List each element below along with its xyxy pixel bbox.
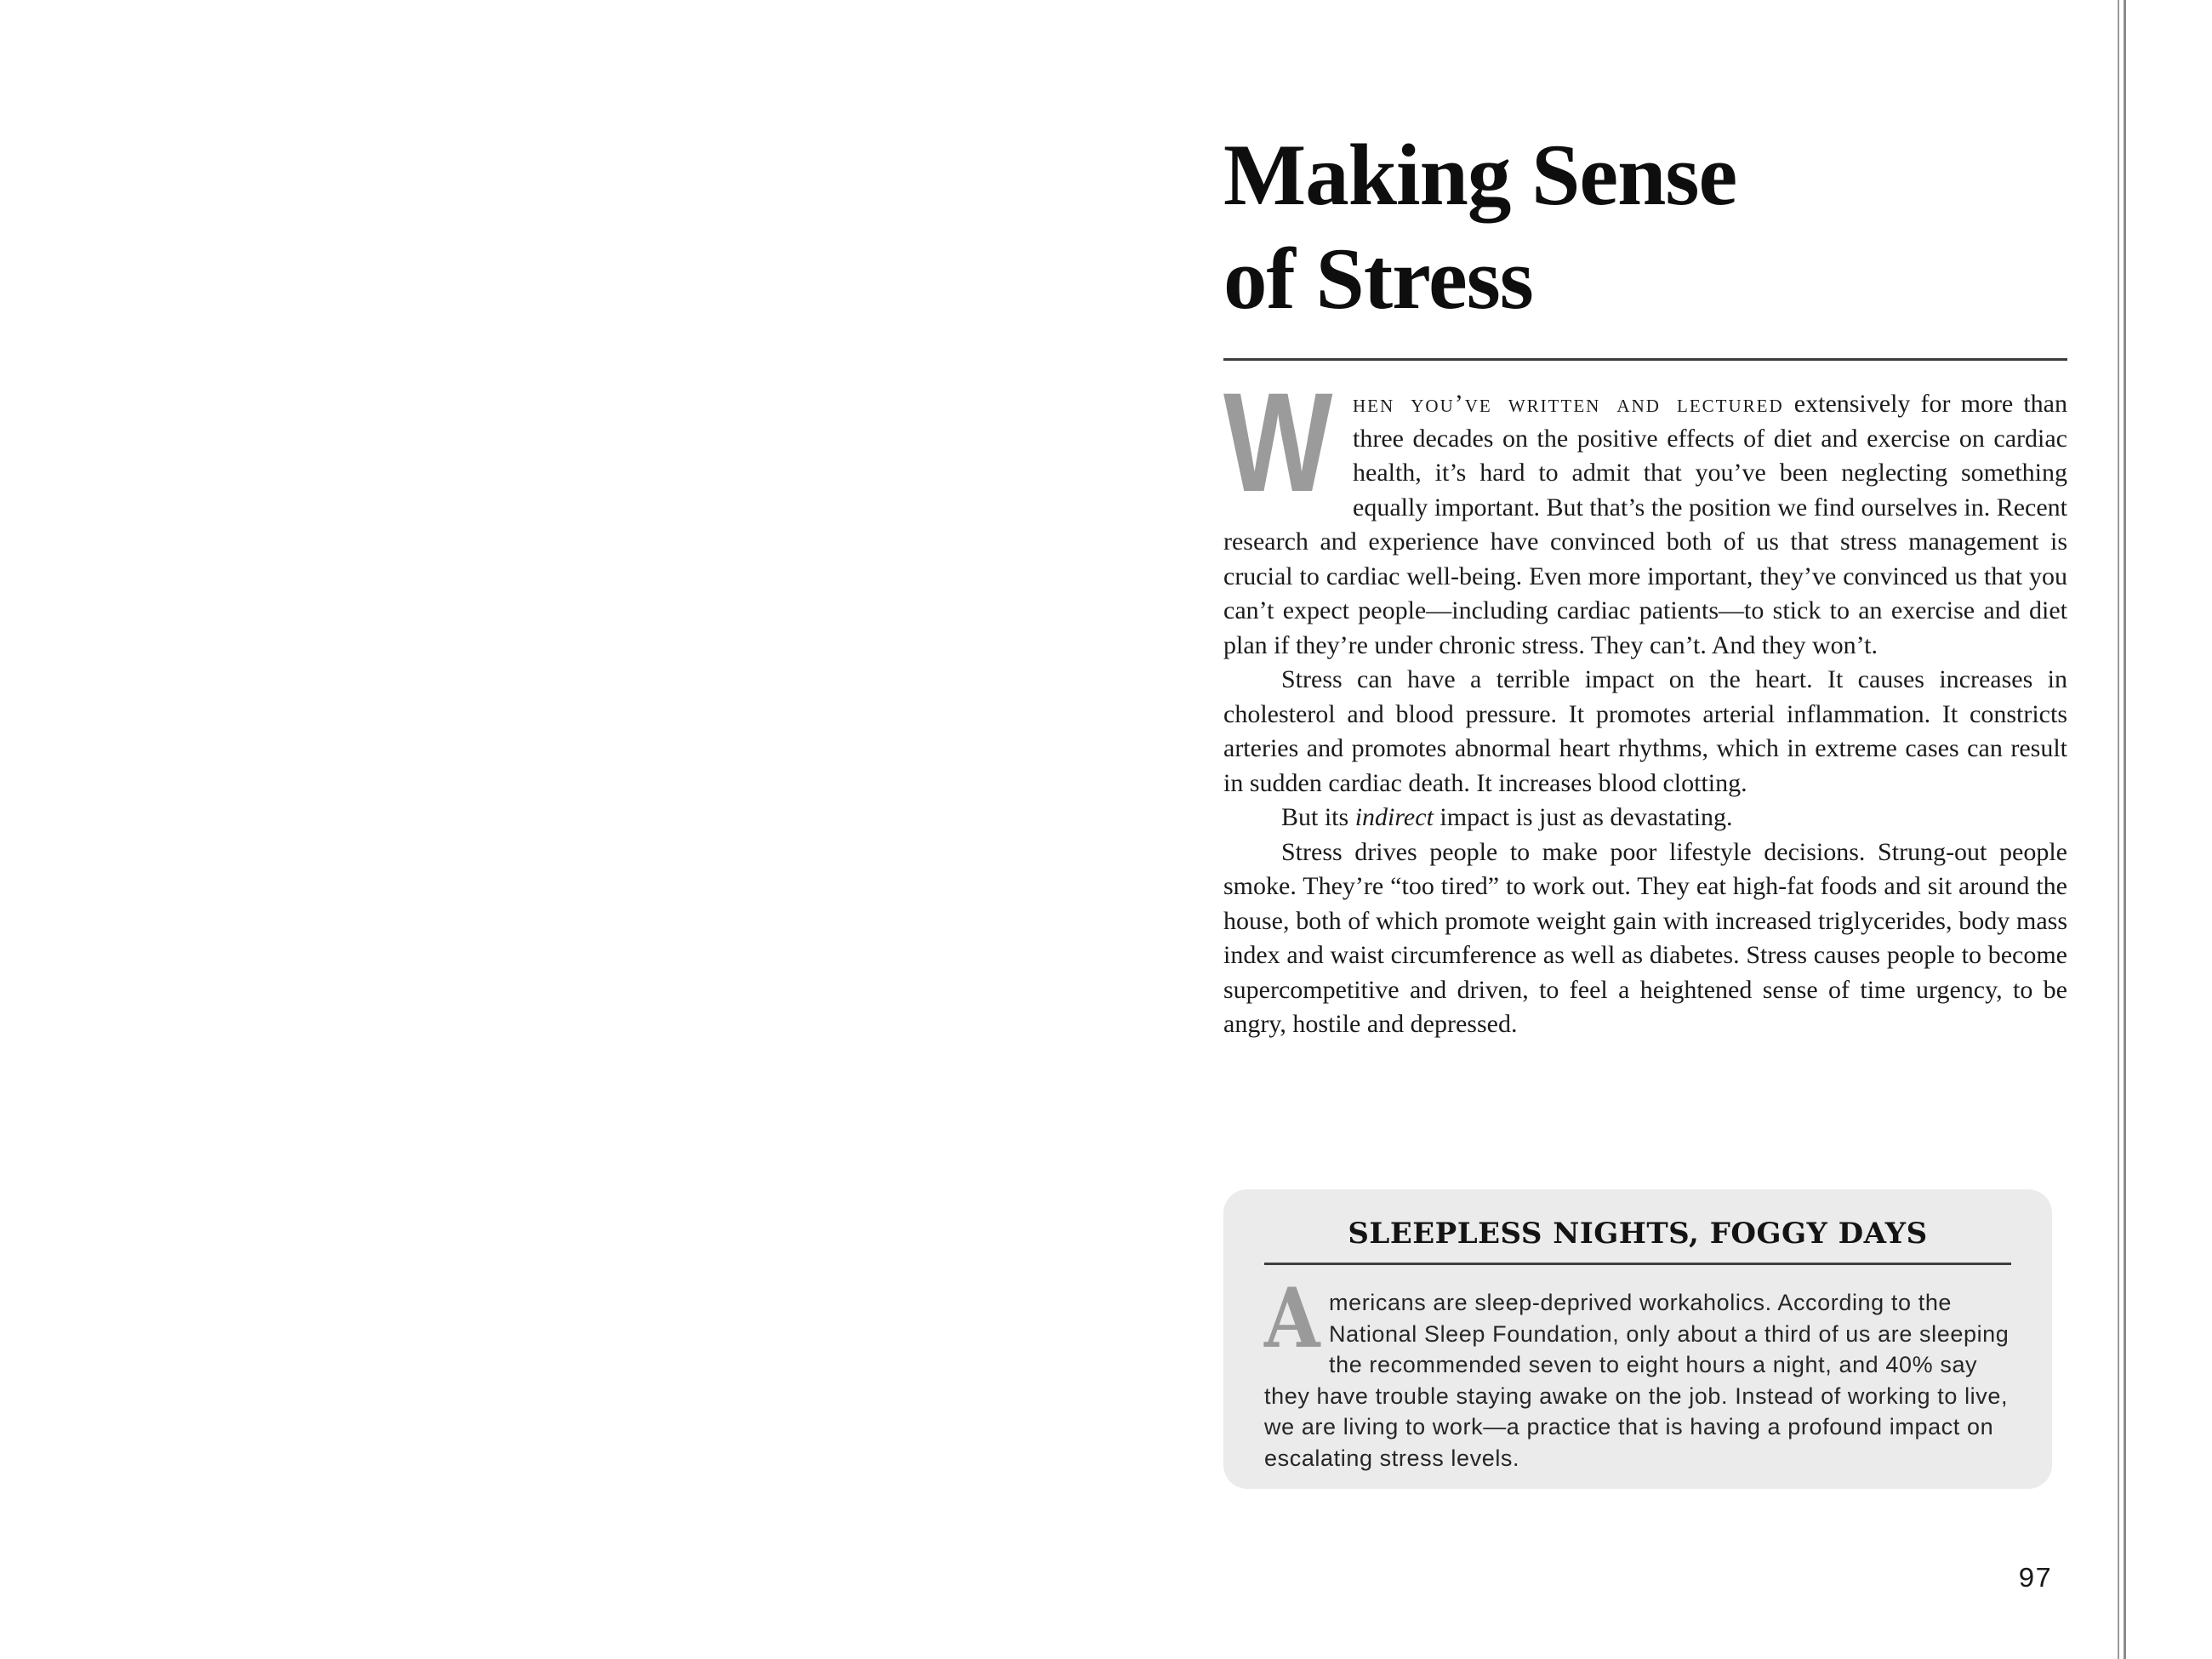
title-rule — [1223, 358, 2067, 361]
chapter-title-line-1: Making Sense — [1223, 127, 1737, 224]
paragraph-1-text: extensively for more than three decades on the positive effects of diet and exercise on cardiac health, it’s hard to admit that you’ve been neglecting something equally important. But that’s the position we find ourselves in. Recent research and experience have convinced both of us that stress management is crucial to cardiac well-being. Even more important, they’ve convinced us that you can’t expect people—including cardiac patients—to stick to an exercise and diet plan if they’re under chronic stress. They can’t. And they won’t. — [1223, 390, 2067, 659]
chapter-title-line-2: of Stress — [1223, 231, 1533, 328]
paragraph-3-italic-word: indirect — [1354, 803, 1434, 831]
page-edge-line-inner — [2124, 0, 2126, 1659]
sidebar-box — [1223, 1189, 2052, 1489]
sidebar-box-title: SLEEPLESS NIGHTS, FOGGY DAYS — [1348, 1217, 1928, 1251]
dropcap-w: W — [1223, 364, 1333, 522]
paragraph-4: Stress drives people to make poor lifestyle decisions. Strung-out people smoke. They’re “too tired” to work out. They eat high-fat foods and sit around the house, both of which promote weight gain with increased triglycerides, body mass index and waist circumference as well as diabetes. Stress causes people to become supercompetitive and driven, to feel a heightened sense of time urgency, to be angry, hostile and depressed. — [1223, 837, 2067, 1038]
chapter-title — [1223, 123, 2067, 331]
paragraph-3-after: impact is just as devastating. — [1433, 803, 1733, 831]
dropcap-a: A — [1264, 1270, 1321, 1366]
sidebar-box-text: mericans are sleep-deprived workaholics. According to the National Sleep Foundation, only about a third of us are sleeping the recommended seven to eight hours a night, and 40% say they have trouble staying awake on the job. Instead of working to live, we are living to work—a practice that is having a profound impact on escalating stress levels. — [1264, 1290, 2010, 1471]
paragraph-1 — [1223, 364, 2067, 663]
page-edge-line-outer — [2118, 0, 2119, 1659]
paragraph-2: Stress can have a terrible impact on the heart. It causes increases in cholesterol and blood pressure. It promotes arterial inflammation. It constricts arteries and promotes abnormal heart rhythms, which in extreme cases can result in sudden cardiac death. It increases blood clotting. — [1223, 665, 2067, 797]
chapter-body — [1223, 364, 2067, 1042]
paragraph-3-before: But its — [1281, 803, 1355, 831]
paragraph-3 — [1223, 801, 2067, 835]
leadin-smallcaps: hen you’ve written and lectured — [1353, 390, 1784, 418]
page-number: 97 — [2018, 1564, 2052, 1595]
sidebar-box-rule — [1264, 1263, 2011, 1265]
chapter-header — [1223, 123, 2067, 361]
sidebar-box-paragraph — [1264, 1270, 2011, 1474]
